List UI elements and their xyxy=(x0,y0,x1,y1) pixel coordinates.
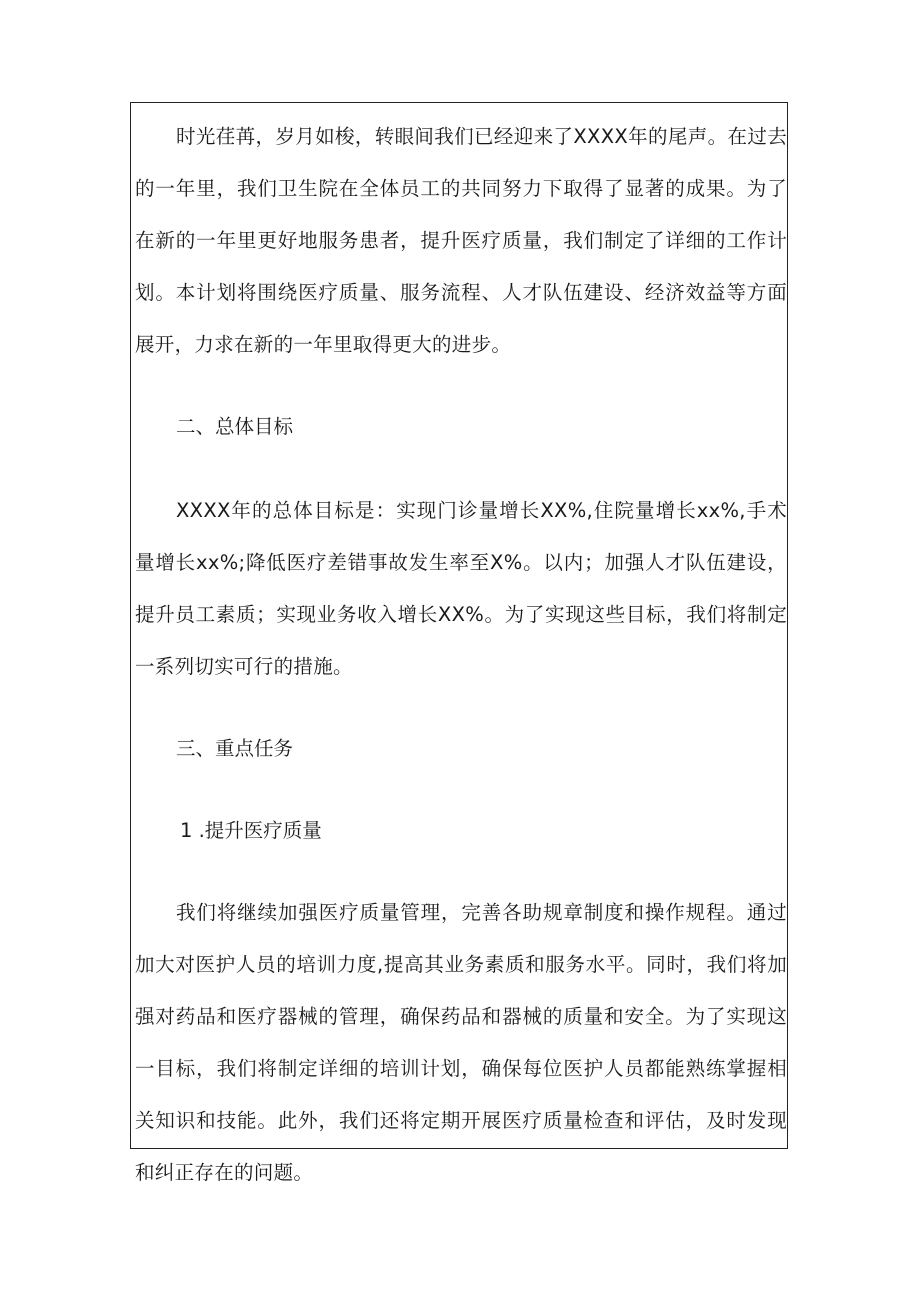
goals-paragraph: XXXX年的总体目标是：实现门诊量增长XX%,住院量增长xx%,手术量增长xx%;降低医疗差错事故发生率至X%。以内；加强人才队伍建设，提升员工素质；实现业务收入增长XX%。为了实现这些目标，我们将制定一系列切实可行的措施。 xyxy=(135,499,787,678)
subsection-title-improve-quality: 1 .提升医疗质量 xyxy=(180,819,322,842)
intro-paragraph: 时光荏苒，岁月如梭，转眼间我们已经迎来了XXXX年的尾声。在过去的一年里，我们卫生院在全体员工的共同努力下取得了显著的成果。为了在新的一年里更好地服务患者，提升医疗质量，我们制定了详细的工作计划。本计划将围绕医疗质量、服务流程、人才队伍建设、经济效益等方面展开，力求在新的一年里取得更大的进步。 xyxy=(135,125,787,356)
quality-paragraph: 我们将继续加强医疗质量管理，完善各助规章制度和操作规程。通过加大对医护人员的培训力度,提高其业务素质和服务水平。同时，我们将加强对药品和医疗器械的管理，确保药品和器械的质量和安全。为了实现这一目标，我们将制定详细的培训计划，确保每位医护人员都能熟练掌握相关知识和技能。此外，我们还将定期开展医疗质量检查和评估，及时发现和纠正存在的问题。 xyxy=(135,901,787,1184)
document-body xyxy=(135,103,787,1199)
document-page-frame xyxy=(130,102,788,1184)
section-title-key-tasks: 三、重点任务 xyxy=(176,737,294,760)
section-title-overall-goals: 二、总体目标 xyxy=(176,415,294,438)
